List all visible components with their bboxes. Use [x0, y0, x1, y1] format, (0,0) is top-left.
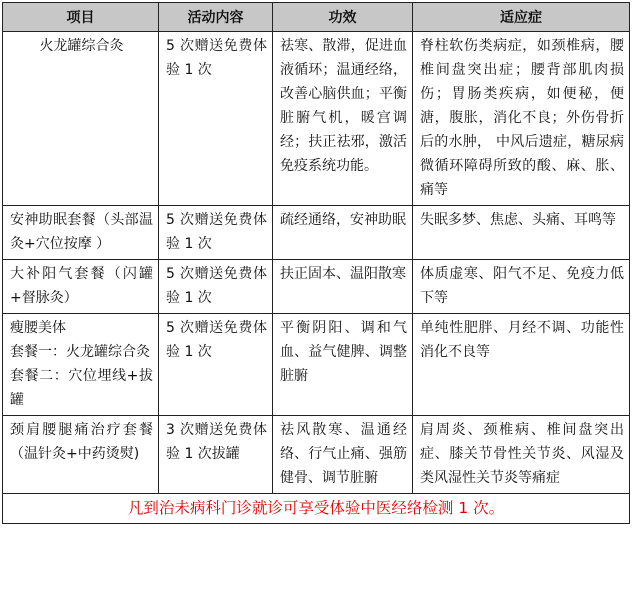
header-row [3, 3, 630, 32]
item-name [3, 314, 159, 416]
item-name: 火龙罐综合灸 [3, 32, 159, 206]
item-indication: 脊柱软伤类病症，如颈椎病，腰椎间盘突出症；腰背部肌肉损伤；胃肠类疾病，如便秘，便溏，腹胀，消化不良；外伤骨折后的水肿， 中风后遗症，糖尿病微循环障碍所致的酸、麻、胀、痛等 [413, 32, 630, 206]
table-row [3, 314, 630, 416]
item-name: 颈肩腰腿痛治疗套餐（温针灸+中药烫熨) [3, 416, 159, 494]
item-name-line: 套餐一：火龙罐综合灸 [10, 344, 150, 360]
header-effect: 功效 [273, 3, 413, 32]
item-activity: 3 次赠送免费体验 1 次拔罐 [159, 416, 273, 494]
item-name: 大补阳气套餐（闪罐+督脉灸） [3, 260, 159, 314]
header-indication: 适应症 [413, 3, 630, 32]
item-effect: 祛寒、散滞，促进血液循环；温通经络，改善心脑供血；平衡脏腑气机，暖宫调经；扶正祛邪，激活免疫系统功能。 [273, 32, 413, 206]
table-row [3, 260, 630, 314]
item-activity: 5 次赠送免费体验 1 次 [159, 206, 273, 260]
table-row [3, 32, 630, 206]
footer-note: 凡到治未病科门诊就诊可享受体验中医经络检测 1 次。 [3, 494, 630, 524]
item-name-line: 套餐二：穴位埋线+拔罐 [10, 368, 153, 408]
item-name-line: 瘦腰美体 [10, 320, 66, 336]
item-activity: 5 次赠送免费体验 1 次 [159, 32, 273, 206]
item-effect: 平衡阴阳、调和气血、益气健脾、调整脏腑 [273, 314, 413, 416]
table-row [3, 206, 630, 260]
header-item: 项目 [3, 3, 159, 32]
promotion-table [2, 2, 630, 524]
item-effect: 扶正固本、温阳散寒 [273, 260, 413, 314]
item-indication: 体质虚寒、阳气不足、免疫力低下等 [413, 260, 630, 314]
table-row [3, 416, 630, 494]
item-indication: 失眠多梦、焦虑、头痛、耳鸣等 [413, 206, 630, 260]
item-name: 安神助眠套餐（头部温灸+穴位按摩 ） [3, 206, 159, 260]
item-indication: 单纯性肥胖、月经不调、功能性消化不良等 [413, 314, 630, 416]
header-activity: 活动内容 [159, 3, 273, 32]
item-indication: 肩周炎、颈椎病、椎间盘突出症、膝关节骨性关节炎、风湿及类风湿性关节炎等痛症 [413, 416, 630, 494]
item-effect: 疏经通络，安神助眠 [273, 206, 413, 260]
footer-row [3, 494, 630, 524]
page [2, 2, 630, 524]
item-effect: 祛风散寒、温通经络、行气止痛、强筋健骨、调节脏腑 [273, 416, 413, 494]
item-activity: 5 次赠送免费体验 1 次 [159, 260, 273, 314]
item-activity: 5 次赠送免费体验 1 次 [159, 314, 273, 416]
